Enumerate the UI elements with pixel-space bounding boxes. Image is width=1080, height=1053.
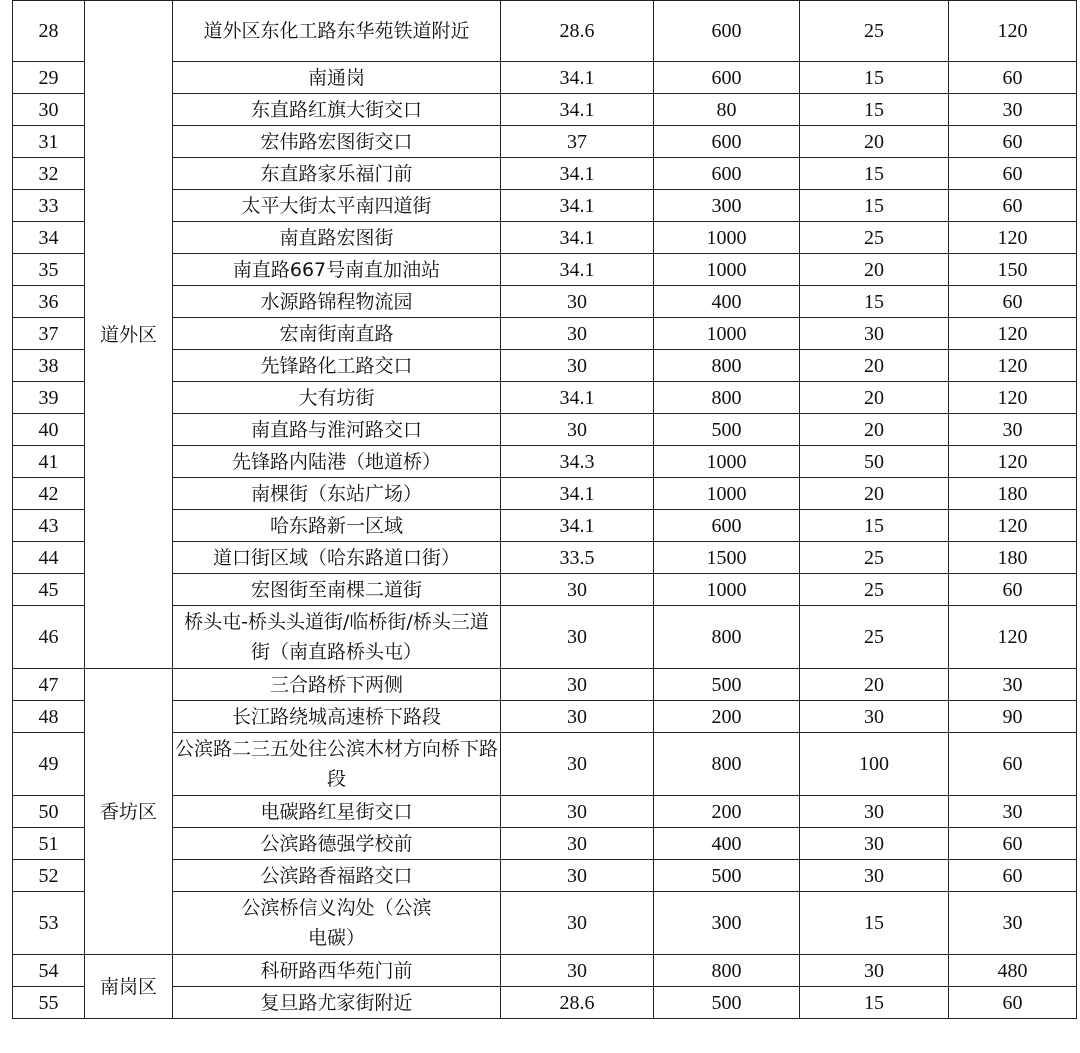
location-cell: 水源路锦程物流园	[173, 286, 501, 318]
table-row	[13, 796, 1077, 828]
value-cell: 60	[949, 62, 1077, 94]
value-cell: 34.1	[501, 62, 654, 94]
value-cell: 300	[654, 892, 800, 955]
value-cell: 60	[949, 987, 1077, 1019]
value-cell: 800	[654, 382, 800, 414]
row-number: 36	[13, 286, 85, 318]
value-cell: 30	[501, 669, 654, 701]
value-cell: 30	[501, 892, 654, 955]
table-row	[13, 190, 1077, 222]
table-row	[13, 382, 1077, 414]
value-cell: 25	[800, 542, 949, 574]
row-number: 49	[13, 733, 85, 796]
value-cell: 34.1	[501, 478, 654, 510]
value-cell: 800	[654, 955, 800, 987]
table-row	[13, 1, 1077, 62]
row-number: 45	[13, 574, 85, 606]
value-cell: 20	[800, 414, 949, 446]
value-cell: 30	[800, 860, 949, 892]
value-cell: 34.3	[501, 446, 654, 478]
value-cell: 800	[654, 350, 800, 382]
value-cell: 120	[949, 446, 1077, 478]
value-cell: 15	[800, 892, 949, 955]
value-cell: 25	[800, 222, 949, 254]
row-number: 51	[13, 828, 85, 860]
location-cell: 宏伟路宏图街交口	[173, 126, 501, 158]
value-cell: 60	[949, 190, 1077, 222]
row-number: 47	[13, 669, 85, 701]
value-cell: 34.1	[501, 510, 654, 542]
value-cell: 60	[949, 158, 1077, 190]
value-cell: 33.5	[501, 542, 654, 574]
value-cell: 30	[800, 796, 949, 828]
value-cell: 50	[800, 446, 949, 478]
location-cell: 南直路667号南直加油站	[173, 254, 501, 286]
value-cell: 120	[949, 382, 1077, 414]
table-row	[13, 574, 1077, 606]
value-cell: 15	[800, 158, 949, 190]
value-cell: 120	[949, 606, 1077, 669]
value-cell: 30	[949, 892, 1077, 955]
value-cell: 120	[949, 510, 1077, 542]
value-cell: 1000	[654, 574, 800, 606]
value-cell: 15	[800, 190, 949, 222]
row-number: 32	[13, 158, 85, 190]
value-cell: 60	[949, 286, 1077, 318]
value-cell: 1000	[654, 254, 800, 286]
row-number: 37	[13, 318, 85, 350]
location-cell: 电碳路红星街交口	[173, 796, 501, 828]
value-cell: 37	[501, 126, 654, 158]
value-cell: 30	[501, 318, 654, 350]
row-number: 33	[13, 190, 85, 222]
table-row	[13, 955, 1077, 987]
row-number: 52	[13, 860, 85, 892]
value-cell: 34.1	[501, 254, 654, 286]
value-cell: 800	[654, 606, 800, 669]
location-cell: 桥头屯-桥头头道街/临桥街/桥头三道街（南直路桥头屯）	[173, 606, 501, 669]
value-cell: 500	[654, 860, 800, 892]
row-number: 50	[13, 796, 85, 828]
row-number: 34	[13, 222, 85, 254]
value-cell: 34.1	[501, 190, 654, 222]
value-cell: 60	[949, 828, 1077, 860]
row-number: 54	[13, 955, 85, 987]
value-cell: 180	[949, 478, 1077, 510]
location-cell: 公滨路香福路交口	[173, 860, 501, 892]
value-cell: 180	[949, 542, 1077, 574]
value-cell: 1500	[654, 542, 800, 574]
table-row	[13, 510, 1077, 542]
value-cell: 600	[654, 62, 800, 94]
value-cell: 34.1	[501, 94, 654, 126]
value-cell: 60	[949, 733, 1077, 796]
value-cell: 30	[501, 414, 654, 446]
row-number: 46	[13, 606, 85, 669]
value-cell: 60	[949, 574, 1077, 606]
table-row	[13, 350, 1077, 382]
location-cell: 东直路红旗大街交口	[173, 94, 501, 126]
value-cell: 1000	[654, 478, 800, 510]
value-cell: 30	[501, 796, 654, 828]
table-row	[13, 987, 1077, 1019]
location-cell: 三合路桥下两侧	[173, 669, 501, 701]
row-number: 28	[13, 1, 85, 62]
location-cell: 哈东路新一区域	[173, 510, 501, 542]
table-row	[13, 94, 1077, 126]
table-row	[13, 254, 1077, 286]
table-row	[13, 222, 1077, 254]
row-number: 43	[13, 510, 85, 542]
value-cell: 20	[800, 478, 949, 510]
row-number: 42	[13, 478, 85, 510]
value-cell: 30	[949, 796, 1077, 828]
location-cell: 南直路与淮河路交口	[173, 414, 501, 446]
value-cell: 34.1	[501, 382, 654, 414]
value-cell: 600	[654, 158, 800, 190]
location-cell: 公滨路德强学校前	[173, 828, 501, 860]
location-cell: 大有坊街	[173, 382, 501, 414]
row-number: 40	[13, 414, 85, 446]
value-cell: 120	[949, 318, 1077, 350]
value-cell: 800	[654, 733, 800, 796]
row-number: 48	[13, 701, 85, 733]
value-cell: 90	[949, 701, 1077, 733]
value-cell: 120	[949, 222, 1077, 254]
row-number: 41	[13, 446, 85, 478]
district-cell: 香坊区	[85, 669, 173, 955]
value-cell: 200	[654, 796, 800, 828]
table-row	[13, 62, 1077, 94]
value-cell: 500	[654, 987, 800, 1019]
value-cell: 1000	[654, 446, 800, 478]
table-row	[13, 126, 1077, 158]
value-cell: 15	[800, 286, 949, 318]
value-cell: 150	[949, 254, 1077, 286]
district-cell: 南岗区	[85, 955, 173, 1019]
value-cell: 60	[949, 860, 1077, 892]
table-row	[13, 542, 1077, 574]
row-number: 44	[13, 542, 85, 574]
row-number: 38	[13, 350, 85, 382]
location-cell: 道口街区域（哈东路道口街）	[173, 542, 501, 574]
value-cell: 500	[654, 669, 800, 701]
table-row	[13, 606, 1077, 669]
location-cell: 公滨桥信义沟处（公滨电碳）	[173, 892, 501, 955]
value-cell: 300	[654, 190, 800, 222]
location-cell: 科研路西华苑门前	[173, 955, 501, 987]
value-cell: 600	[654, 510, 800, 542]
location-cell: 南通岗	[173, 62, 501, 94]
row-number: 31	[13, 126, 85, 158]
table-row	[13, 478, 1077, 510]
value-cell: 28.6	[501, 987, 654, 1019]
value-cell: 20	[800, 254, 949, 286]
value-cell: 28.6	[501, 1, 654, 62]
value-cell: 30	[800, 701, 949, 733]
value-cell: 25	[800, 606, 949, 669]
table-row	[13, 669, 1077, 701]
value-cell: 15	[800, 987, 949, 1019]
table-row	[13, 860, 1077, 892]
row-number: 30	[13, 94, 85, 126]
value-cell: 30	[949, 94, 1077, 126]
value-cell: 200	[654, 701, 800, 733]
value-cell: 25	[800, 574, 949, 606]
value-cell: 30	[800, 828, 949, 860]
location-cell: 南直路宏图街	[173, 222, 501, 254]
table-row	[13, 892, 1077, 955]
value-cell: 60	[949, 126, 1077, 158]
value-cell: 480	[949, 955, 1077, 987]
district-cell: 道外区	[85, 1, 173, 669]
table-row	[13, 318, 1077, 350]
table-row	[13, 158, 1077, 190]
value-cell: 120	[949, 1, 1077, 62]
value-cell: 1000	[654, 222, 800, 254]
value-cell: 30	[501, 701, 654, 733]
value-cell: 30	[949, 669, 1077, 701]
table-row	[13, 828, 1077, 860]
value-cell: 30	[800, 955, 949, 987]
table-row	[13, 446, 1077, 478]
value-cell: 400	[654, 828, 800, 860]
value-cell: 30	[501, 350, 654, 382]
value-cell: 20	[800, 126, 949, 158]
table-row	[13, 733, 1077, 796]
value-cell: 600	[654, 126, 800, 158]
location-cell: 宏南街南直路	[173, 318, 501, 350]
row-number: 53	[13, 892, 85, 955]
value-cell: 34.1	[501, 158, 654, 190]
location-cell: 道外区东化工路东华苑铁道附近	[173, 1, 501, 62]
value-cell: 20	[800, 350, 949, 382]
location-cell: 复旦路尤家街附近	[173, 987, 501, 1019]
table-row	[13, 414, 1077, 446]
row-number: 29	[13, 62, 85, 94]
value-cell: 120	[949, 350, 1077, 382]
location-cell: 公滨路二三五处往公滨木材方向桥下路段	[173, 733, 501, 796]
value-cell: 30	[501, 574, 654, 606]
value-cell: 15	[800, 94, 949, 126]
location-cell: 长江路绕城高速桥下路段	[173, 701, 501, 733]
location-table	[12, 0, 1077, 1019]
value-cell: 20	[800, 382, 949, 414]
table-row	[13, 701, 1077, 733]
location-cell: 宏图街至南棵二道街	[173, 574, 501, 606]
value-cell: 30	[501, 606, 654, 669]
value-cell: 100	[800, 733, 949, 796]
table-row	[13, 286, 1077, 318]
value-cell: 30	[949, 414, 1077, 446]
value-cell: 20	[800, 669, 949, 701]
value-cell: 15	[800, 62, 949, 94]
value-cell: 80	[654, 94, 800, 126]
value-cell: 1000	[654, 318, 800, 350]
value-cell: 34.1	[501, 222, 654, 254]
value-cell: 30	[501, 955, 654, 987]
value-cell: 400	[654, 286, 800, 318]
value-cell: 30	[501, 733, 654, 796]
value-cell: 600	[654, 1, 800, 62]
location-cell: 先锋路化工路交口	[173, 350, 501, 382]
row-number: 39	[13, 382, 85, 414]
location-cell: 南棵街（东站广场）	[173, 478, 501, 510]
value-cell: 30	[501, 860, 654, 892]
row-number: 55	[13, 987, 85, 1019]
value-cell: 25	[800, 1, 949, 62]
value-cell: 30	[501, 286, 654, 318]
location-cell: 太平大街太平南四道街	[173, 190, 501, 222]
location-cell: 先锋路内陆港（地道桥）	[173, 446, 501, 478]
value-cell: 15	[800, 510, 949, 542]
value-cell: 500	[654, 414, 800, 446]
value-cell: 30	[501, 828, 654, 860]
value-cell: 30	[800, 318, 949, 350]
location-cell: 东直路家乐福门前	[173, 158, 501, 190]
row-number: 35	[13, 254, 85, 286]
